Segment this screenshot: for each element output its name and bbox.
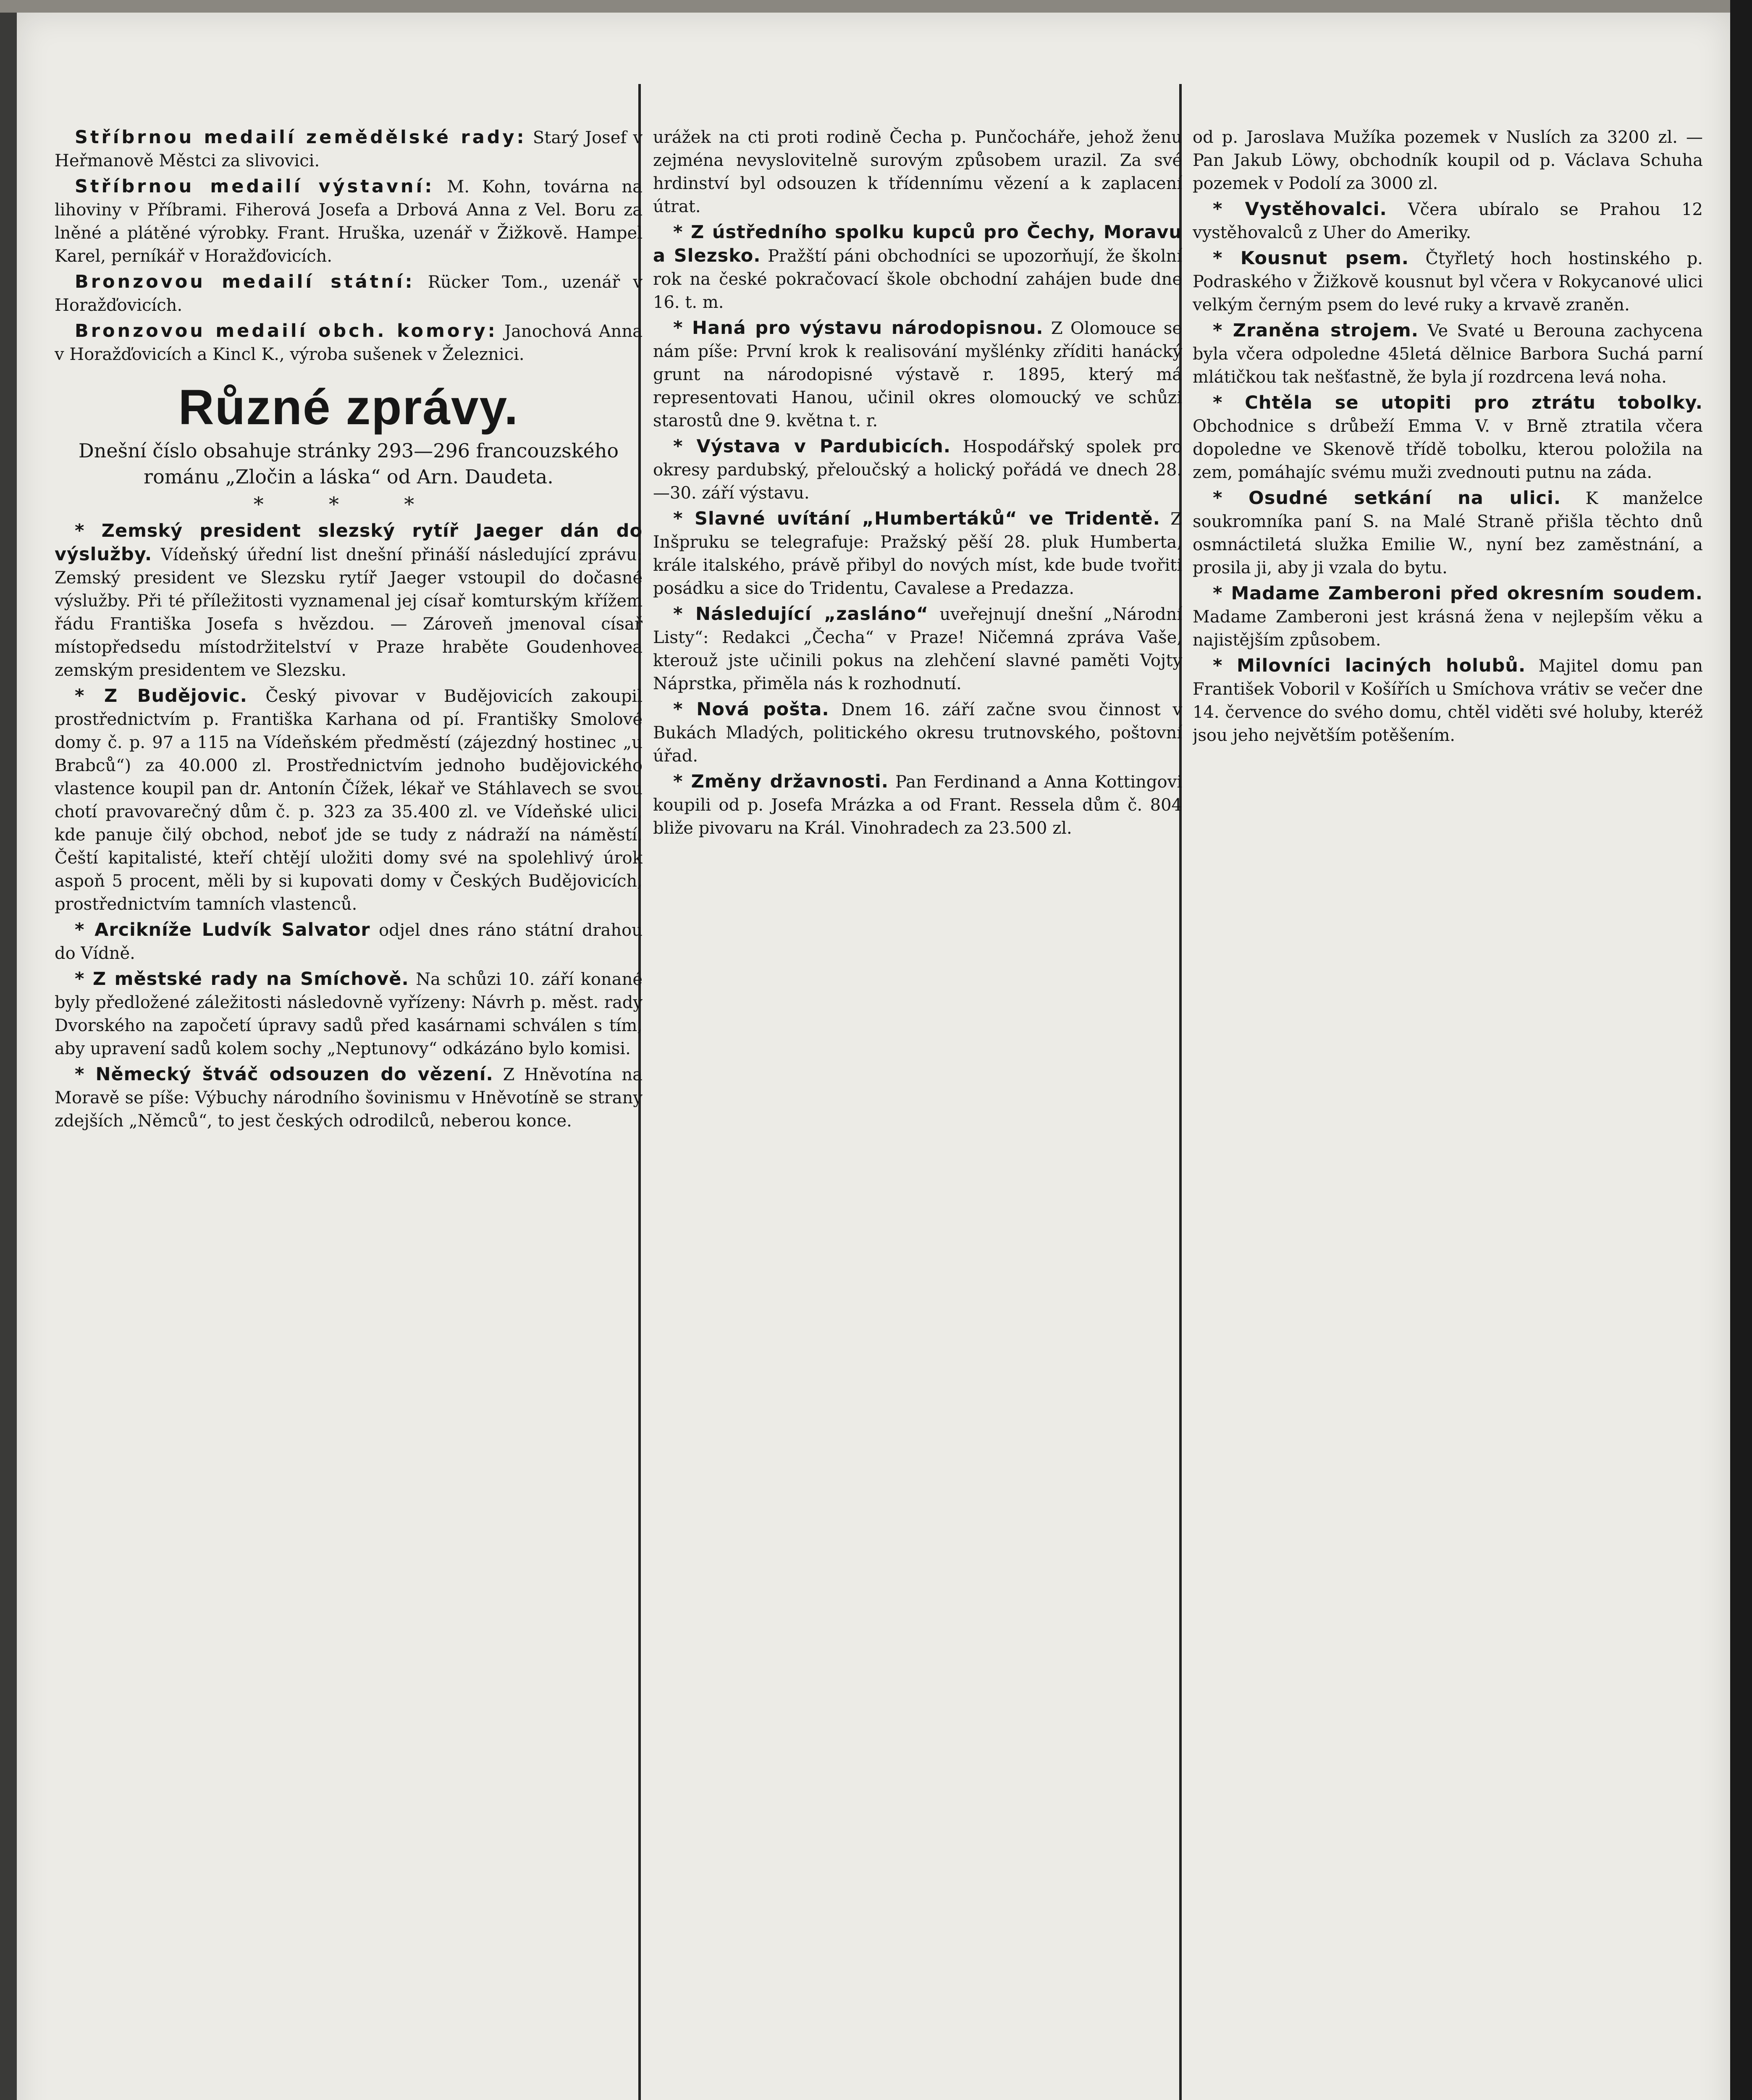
award-heading: Stříbrnou medailí výstavní: (75, 176, 435, 197)
column-1 (55, 126, 643, 2100)
article-text: Dnem 16. září začne svou činnost v Bukách Mladých, politického okresu trutnovského, poštovní úřad. (653, 700, 1182, 766)
article-text: odjel dnes ráno státní drahou do Vídně. (55, 921, 643, 963)
award-text: Starý Josef v Heřmanově Městci za slivovici. (55, 128, 643, 171)
article-heading: * Vystěhovalci. (1213, 199, 1387, 220)
article-heading: * Následující „zasláno“ (673, 604, 929, 625)
article-text: Hospodářský spolek pro okresy pardubský, přeloučský a holický pořádá ve dnech 28.—30. září výstavu. (653, 437, 1182, 503)
article-text: Majitel domu pan František Voboril v Košířích u Smíchova vrátiv se večer dne 14. července do svého domu, chtěl viděti své holuby, kteréž jsou jeho největším potěšením. (1193, 656, 1703, 745)
article-heading: * Arcikníže Ludvík Salvator (75, 919, 370, 940)
article-heading: * Z městské rady na Smíchově. (75, 969, 409, 990)
article-text: Obchodnice s drůbeží Emma V. v Brně ztratila včera dopoledne ve Skenově třídě tobolku, kterou položila na zem, pomáhajíc svému muži zvednouti putnu na záda. (1193, 417, 1703, 482)
article-text: Na schůzi 10. září konané byly předložené záležitosti následovně vyřízeny: Návrh p. měst. rady Dvorského na započetí úpravy sadů před kasárnami schválen s tím, aby upravení sadů kolem sochy „Neptunovy“ odkázáno bylo komisi. (55, 970, 643, 1058)
award-heading: Stříbrnou medailí zemědělské rady: (75, 127, 527, 148)
article-heading: * Z Budějovic. (75, 685, 247, 706)
article-heading: * Z ústředního spolku kupců pro Čechy, Moravu a Slezsko. (653, 222, 1182, 266)
article-heading: * Slavné uvítání „Humbertáků“ ve Tridentě. (673, 508, 1160, 529)
section-separator: * * * (253, 493, 444, 516)
section-title: Různé zprávy. (178, 380, 519, 435)
award-text: Janochová Anna v Horažďovicích a Kincl K., výroba sušenek v Železnici. (55, 322, 643, 364)
article-text: K manželce soukromníka paní S. na Malé Straně přišla těchto dnů osmnáctiletá služka Emilie W., nyní bez zaměstnání, a prosila ji, aby ji vzala do bytu. (1193, 489, 1703, 578)
article-heading: * Zraněna strojem. (1213, 320, 1419, 341)
section-lead: Dnešní číslo obsahuje stránky 293—296 francouzského románu „Zločin a láska“ od Arn. Daudeta. (78, 439, 619, 488)
article-heading: * Výstava v Pardubicích. (673, 436, 951, 457)
article-text: Včera ubíralo se Prahou 12 vystěhovalců z Uher do Ameriky. (1193, 200, 1703, 242)
article-text: Z Inšpruku se telegrafuje: Pražský pěší 28. pluk Humberta, krále italského, právě přibyl do nových míst, kde bude tvořiti posádku a sice do Tridentu, Cavalese a Predazza. (653, 509, 1182, 598)
award-heading: Bronzovou medailí státní: (75, 271, 415, 292)
article-heading: * Haná pro výstavu národopisnou. (673, 318, 1044, 339)
article-heading: * Chtěla se utopiti pro ztrátu tobolky. (1213, 392, 1703, 413)
article-text: Pan Ferdinand a Anna Kottingovi koupili od p. Josefa Mrázka a od Frant. Ressela dům č. 804 bliže pivovaru na Král. Vinohradech za 23.500 zl. (653, 772, 1182, 838)
article-text: Z Olomouce se nám píše: První krok k realisování myšlénky zříditi hanácký grunt na národopisné výstavě r. 1895, který má representovati Hanou, učinil okres olomoucký ve schůzi starostů dne 9. května t. r. (653, 319, 1182, 430)
article-text: Ve Svaté u Berouna zachycena byla včera odpoledne 45letá dělnice Barbora Suchá parní mlátičkou tak nešťastně, že byla jí rozdrcena levá noha. (1193, 321, 1703, 387)
article-text: Český pivovar v Budějovicích zakoupil prostřednictvím p. Františka Karhana od pí. Františky Smolové domy č. p. 97 a 115 na Vídeňském předměstí (zájezdný hostinec „u Brabců“) za 40.000 zl. Prostřednictvím jednoho budějovického vlastence koupil pan dr. Antonín Čížek, lékař ve Stáhlavech se svou chotí pravovarečný dům č. p. 323 za 35.400 zl. ve Vídeňské ulici, kde panuje čilý obchod, neboť jde se tudy z nádraží na náměstí. Čeští kapitalisté, kteří chtějí uložiti domy své na spolehlivý úrok aspoň 5 procent, měli by si kupovati domy v Českých Budějovicích, prostřednictvím tamních vlastenců. (55, 687, 643, 914)
column-3 (1193, 126, 1703, 2100)
article-text: Vídeňský úřední list dnešní přináší následující zprávu: Zemský president ve Slezsku rytíř Jaeger vstoupil do dočasné výslužby. Při té příležitosti vyznamenal jej císař komturským křížem řádu Františka Josefa s hvězdou. — Zároveň jmenoval císař místopředsedu místodržitelství v Praze hraběte Goudenhovea zemským presidentem ve Slezsku. (55, 545, 643, 680)
award-text: Rücker Tom., uzenář v Horažďovicích. (55, 273, 643, 315)
article-text: Madame Zamberoni jest krásná žena v nejlepším věku a najistějším způsobem. (1193, 607, 1703, 650)
article-heading: * Osudné setkání na ulici. (1213, 488, 1561, 509)
article-text: Z Hněvotína na Moravě se píše: Výbuchy národního šovinismu v Hněvotíně se strany zdejších „Němců“, to jest českých odrodilců, neberou konce. (55, 1065, 643, 1131)
article-text: uveřejnují dnešní „Národní Listy“: Redakci „Čecha“ v Praze! Ničemná zpráva Vaše, kterouž jste učinili pokus na zlehčení slavné paměti Vojty Náprstka, přiměla nás k rozhodnutí. (653, 605, 1182, 693)
award-text: M. Kohn, továrna na lihoviny v Příbrami. Fiherová Josefa a Drbová Anna z Vel. Boru za lněné a plátěné výrobky. Frant. Hruška, uzenář v Žižkově. Hampel Karel, perníkář v Horažďovicích. (55, 177, 643, 266)
article-text: Čtyřletý hoch hostinského p. Podraského v Žižkově kousnut byl včera v Rokycanové ulici velkým černým psem do levé ruky a krvavě zraněn. (1193, 249, 1703, 315)
article-heading: * Změny državnosti. (673, 771, 889, 792)
article-heading: * Zemský president slezský rytíř Jaeger dán do výslužby. (55, 520, 643, 565)
continued-text: od p. Jaroslava Mužíka pozemek v Nuslích za 3200 zl. — Pan Jakub Löwy, obchodník koupil od p. Václava Schuha pozemek v Podolí za 3000 zl. (1193, 128, 1703, 193)
column-2 (653, 126, 1182, 2100)
article-heading: * Nová pošta. (673, 699, 829, 720)
scan-left-edge (0, 13, 17, 2100)
article-heading: * Milovníci laciných holubů. (1213, 655, 1526, 676)
scan-right-edge (1730, 0, 1752, 2100)
award-heading: Bronzovou medailí obch. komory: (75, 320, 498, 341)
article-heading: * Kousnut psem. (1213, 248, 1409, 269)
article-heading: * Madame Zamberoni před okresním soudem. (1213, 583, 1703, 604)
article-heading: * Německý štváč odsouzen do vězení. (75, 1064, 493, 1085)
continued-text: urážek na cti proti rodině Čecha p. Punčocháře, jehož ženu zejména nevyslovitelně surovým způsobem urazil. Za své hrdinství byl odsouzen k třídennímu vězení a k zaplacení útrat. (653, 128, 1182, 216)
article-text: Pražští páni obchodníci se upozorňují, že školní rok na české pokračovací škole obchodní zahájen bude dne 16. t. m. (653, 247, 1182, 312)
